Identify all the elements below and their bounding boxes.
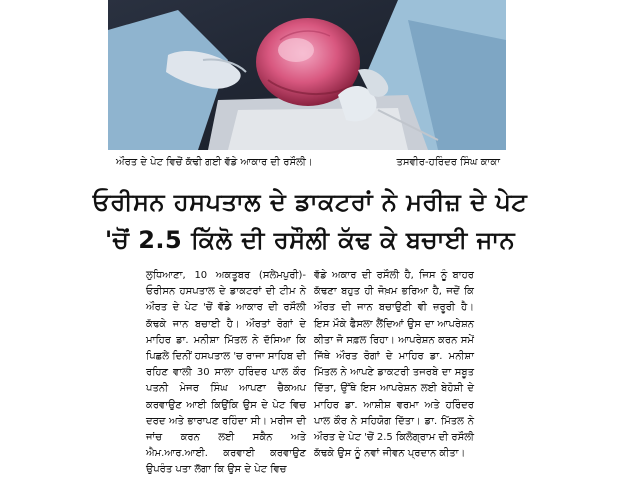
article-paragraph-right: ਵੱਡੇ ਅਕਾਰ ਦੀ ਰਸੌਲੀ ਹੈ, ਜਿਸ ਨੂੰ ਬਾਹਰ ਕੱਢਣਾ ਬਹੁਤ ਹੀ ਜੋਖ਼ਮ ਭਰਿਆ ਹੈ, ਜਦੋਂ ਕਿ ਔਰਤ ਦੀ ਜਾਨ ਬਚਾਉਣੀ ਵੀ ਜ਼ਰੂਰੀ ਹੈ। ਇਸ ਮੌਕੇ ਫੈਸਲਾ ਲੈਂਦਿਆਂ ਉਸ ਦਾ ਆਪਰੇਸ਼ਨ ਕੀਤਾ ਜੋ ਸਫ਼ਲ ਰਿਹਾ। ਆਪਰੇਸ਼ਨ ਕਰਨ ਸਮੇਂ ਜਿੱਥੇ ਔਰਤ ਰੋਗਾਂ ਦੇ ਮਾਹਿਰ ਡਾ. ਮਨੀਸ਼ਾ ਮਿੱਤਲ ਨੇ ਆਪਣੇ ਡਾਕਟਰੀ ਤਜਰਬੇ ਦਾ ਸਬੂਤ ਦਿੱਤਾ, ਉੱਥੇ ਇਸ ਆਪਰੇਸ਼ਨ ਲਈ ਬੇਹੋਸ਼ੀ ਦੇ ਮਾਹਿਰ ਡਾ. ਆਸ਼ੀਸ਼ ਵਰਮਾ ਅਤੇ ਹਰਿੰਦਰ ਪਾਲ ਕੌਰ ਨੇ ਸਹਿਯੋਗ ਦਿੱਤਾ। ਡਾ. ਮਿੱਤਲ ਨੇ ਔਰਤ ਦੇ ਪੇਟ 'ਚੋਂ 2.5 ਕਿਲੋਗ੍ਰਾਮ ਦੀ ਰਸੌਲੀ ਕੱਢਕੇ ਉਸ ਨੂੰ ਨਵਾਂ ਜੀਵਨ ਪ੍ਰਦਾਨ ਕੀਤਾ।	[314, 270, 474, 460]
article-column-right	[314, 268, 474, 462]
article-paragraph-left: ਲੁਧਿਆਣਾ, 10 ਅਕਤੂਬਰ (ਸਲੇਮਪੁਰੀ)-ਓਰੀਸਨ ਹਸਪਤਾਲ ਦੇ ਡਾਕਟਰਾਂ ਦੀ ਟੀਮ ਨੇ ਔਰਤ ਦੇ ਪੇਟ 'ਚੋਂ ਵੱਡੇ ਆਕਾਰ ਦੀ ਰਸੌਲੀ ਕੱਢਕੇ ਜਾਨ ਬਚਾਈ ਹੈ। ਔਰਤਾਂ ਰੋਗਾਂ ਦੇ ਮਾਹਿਰ ਡਾ. ਮਨੀਸ਼ਾ ਮਿੱਤਲ ਨੇ ਦੱਸਿਆ ਕਿ ਪਿਛਲੇ ਦਿਨੀਂ ਹਸਪਤਾਲ 'ਚ ਰਾਜਾ ਸਾਹਿਬ ਦੀ ਰਹਿਣ ਵਾਲੀ 30 ਸਾਲਾ ਹਰਿੰਦਰ ਪਾਲ ਕੌਰ ਪਤਨੀ ਮੇਜਰ ਸਿੰਘ ਆਪਣਾ ਚੈਕਅਪ ਕਰਵਾਉਣ ਆਈ ਕਿਉਂਕਿ ਉਸ ਦੇ ਪੇਟ ਵਿਚ ਦਰਦ ਅਤੇ ਭਾਰਾਪਣ ਰਹਿੰਦਾ ਸੀ। ਮਰੀਜ ਦੀ ਜਾਂਚ ਕਰਨ ਲਈ ਸਕੈਨ ਅਤੇ ਐਮ.ਆਰ.ਆਈ. ਕਰਵਾਈ ਕਰਵਾਉਣ ਉਪਰੰਤ ਪਤਾ ਲੱਗਾ ਕਿ ਉਸ ਦੇ ਪੇਟ ਵਿਚ	[146, 270, 306, 476]
caption-text: ਔਰਤ ਦੇ ਪੇਟ ਵਿਚੋਂ ਕੱਢੀ ਗਈ ਵੱਡੇ ਆਕਾਰ ਦੀ ਰਸੌਲੀ।	[116, 157, 313, 168]
headline-line-2: 'ਚੋਂ 2.5 ਕਿੱਲੋ ਦੀ ਰਸੌਲੀ ਕੱਢ ਕੇ ਬਚਾਈ ਜਾਨ	[104, 226, 516, 254]
article-body	[146, 268, 474, 496]
surgery-photo	[108, 0, 506, 150]
surgery-photo-illustration	[108, 0, 506, 150]
article-column-left	[146, 268, 306, 479]
photo-caption	[108, 152, 506, 174]
photo-credit: ਤਸਵੀਰ-ਹਰਿੰਦਰ ਸਿੰਘ ਕਾਕਾ	[396, 157, 500, 168]
headline-line-1: ਓਰੀਸਨ ਹਸਪਤਾਲ ਦੇ ਡਾਕਟਰਾਂ ਨੇ ਮਰੀਜ਼ ਦੇ ਪੇਟ	[92, 188, 528, 216]
